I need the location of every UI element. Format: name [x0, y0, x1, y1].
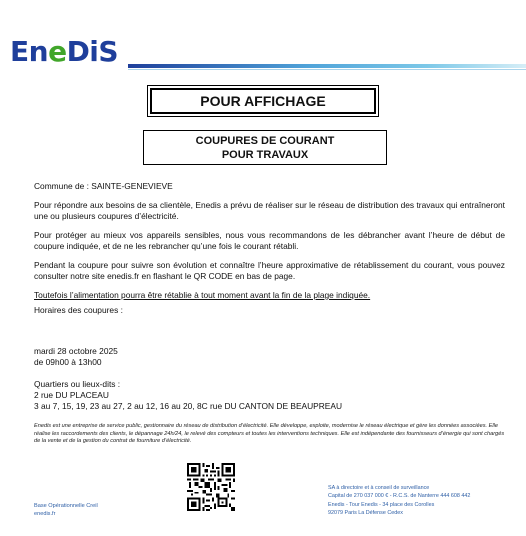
pour-affichage-title: POUR AFFICHAGE	[150, 88, 376, 114]
footer-left	[34, 502, 98, 518]
paragraph-3: Pendant la coupure pour suivre son évolution et connaître l’heure approximative de rétablissement du courant, vous pouvez consulter notre site enedis.fr en flashant le QR CODE en bas de page.	[34, 260, 505, 281]
coupures-title-line1: COUPURES DE COURANT	[195, 135, 335, 147]
company-address-2: 92079 Paris La Défense Cedex	[328, 510, 403, 517]
logo-part-2: e	[48, 35, 67, 68]
street-2: 3 au 7, 15, 19, 23 au 27, 2 au 12, 16 au 20, 8C rue DU CANTON DE BEAUPREAU	[34, 401, 343, 411]
header-gradient-line	[128, 64, 526, 68]
company-capital: Capital de 270 037 000 € - R.C.S. de Nanterre 444 608 442	[328, 493, 471, 500]
enedis-link[interactable]: enedis.fr	[34, 511, 56, 517]
horaires-label: Horaires des coupures :	[34, 305, 123, 315]
footer-right	[328, 484, 470, 518]
commune-line: Commune de : SAINTE-GENEVIEVE	[34, 181, 173, 191]
coupure-date: mardi 28 octobre 2025	[34, 346, 118, 356]
qr-code-icon[interactable]	[187, 463, 235, 511]
logo-part-3: DiS	[66, 35, 119, 68]
company-type: SA à directoire et à conseil de surveillance	[328, 485, 430, 491]
paragraph-2: Pour protéger au mieux vos appareils sensibles, nous vous recommandons de les débrancher avant l’heure de début de coupure indiquée, et de ne les rebrancher qu’une fois le courant rétabli.	[34, 230, 505, 251]
coupures-title-box	[143, 130, 387, 165]
enedis-logo	[10, 35, 119, 68]
quartiers-label: Quartiers ou lieux-dits :	[34, 379, 121, 389]
header-thin-line	[128, 69, 526, 70]
legal-notice: Enedis est une entreprise de service public, gestionnaire du réseau de distribution d’électricité. Elle développe, exploite, modernise le réseau électrique et gère les données associées. Elle réalise les raccordements des clients, le dépannage 24h/24, le relevé des compteurs et toutes les interventions techniques. Elle est indépendante des fournisseurs d’énergie qui sont chargés de la vente et de la gestion du contrat de fourniture d’électricité.	[34, 423, 505, 444]
logo-part-1: En	[10, 35, 49, 68]
coupures-title-line2: POUR TRAVAUX	[221, 149, 309, 161]
paragraph-1: Pour répondre aux besoins de sa clientèle, Enedis a prévu de réaliser sur le réseau de distribution des travaux qui entraîneront une ou plusieurs coupures d’électricité.	[34, 200, 505, 221]
street-1: 2 rue DU PLACEAU	[34, 390, 109, 400]
company-address-1: Enedis - Tour Enedis - 34 place des Corolles	[328, 501, 435, 508]
coupure-hours: de 09h00 à 13h00	[34, 357, 102, 367]
notice-body	[34, 181, 505, 412]
warning-line: Toutefois l’alimentation pourra être rétablie à tout moment avant la fin de la plage indiquée.	[34, 290, 371, 300]
base-operationnelle: Base Opérationnelle Creil	[34, 503, 98, 509]
